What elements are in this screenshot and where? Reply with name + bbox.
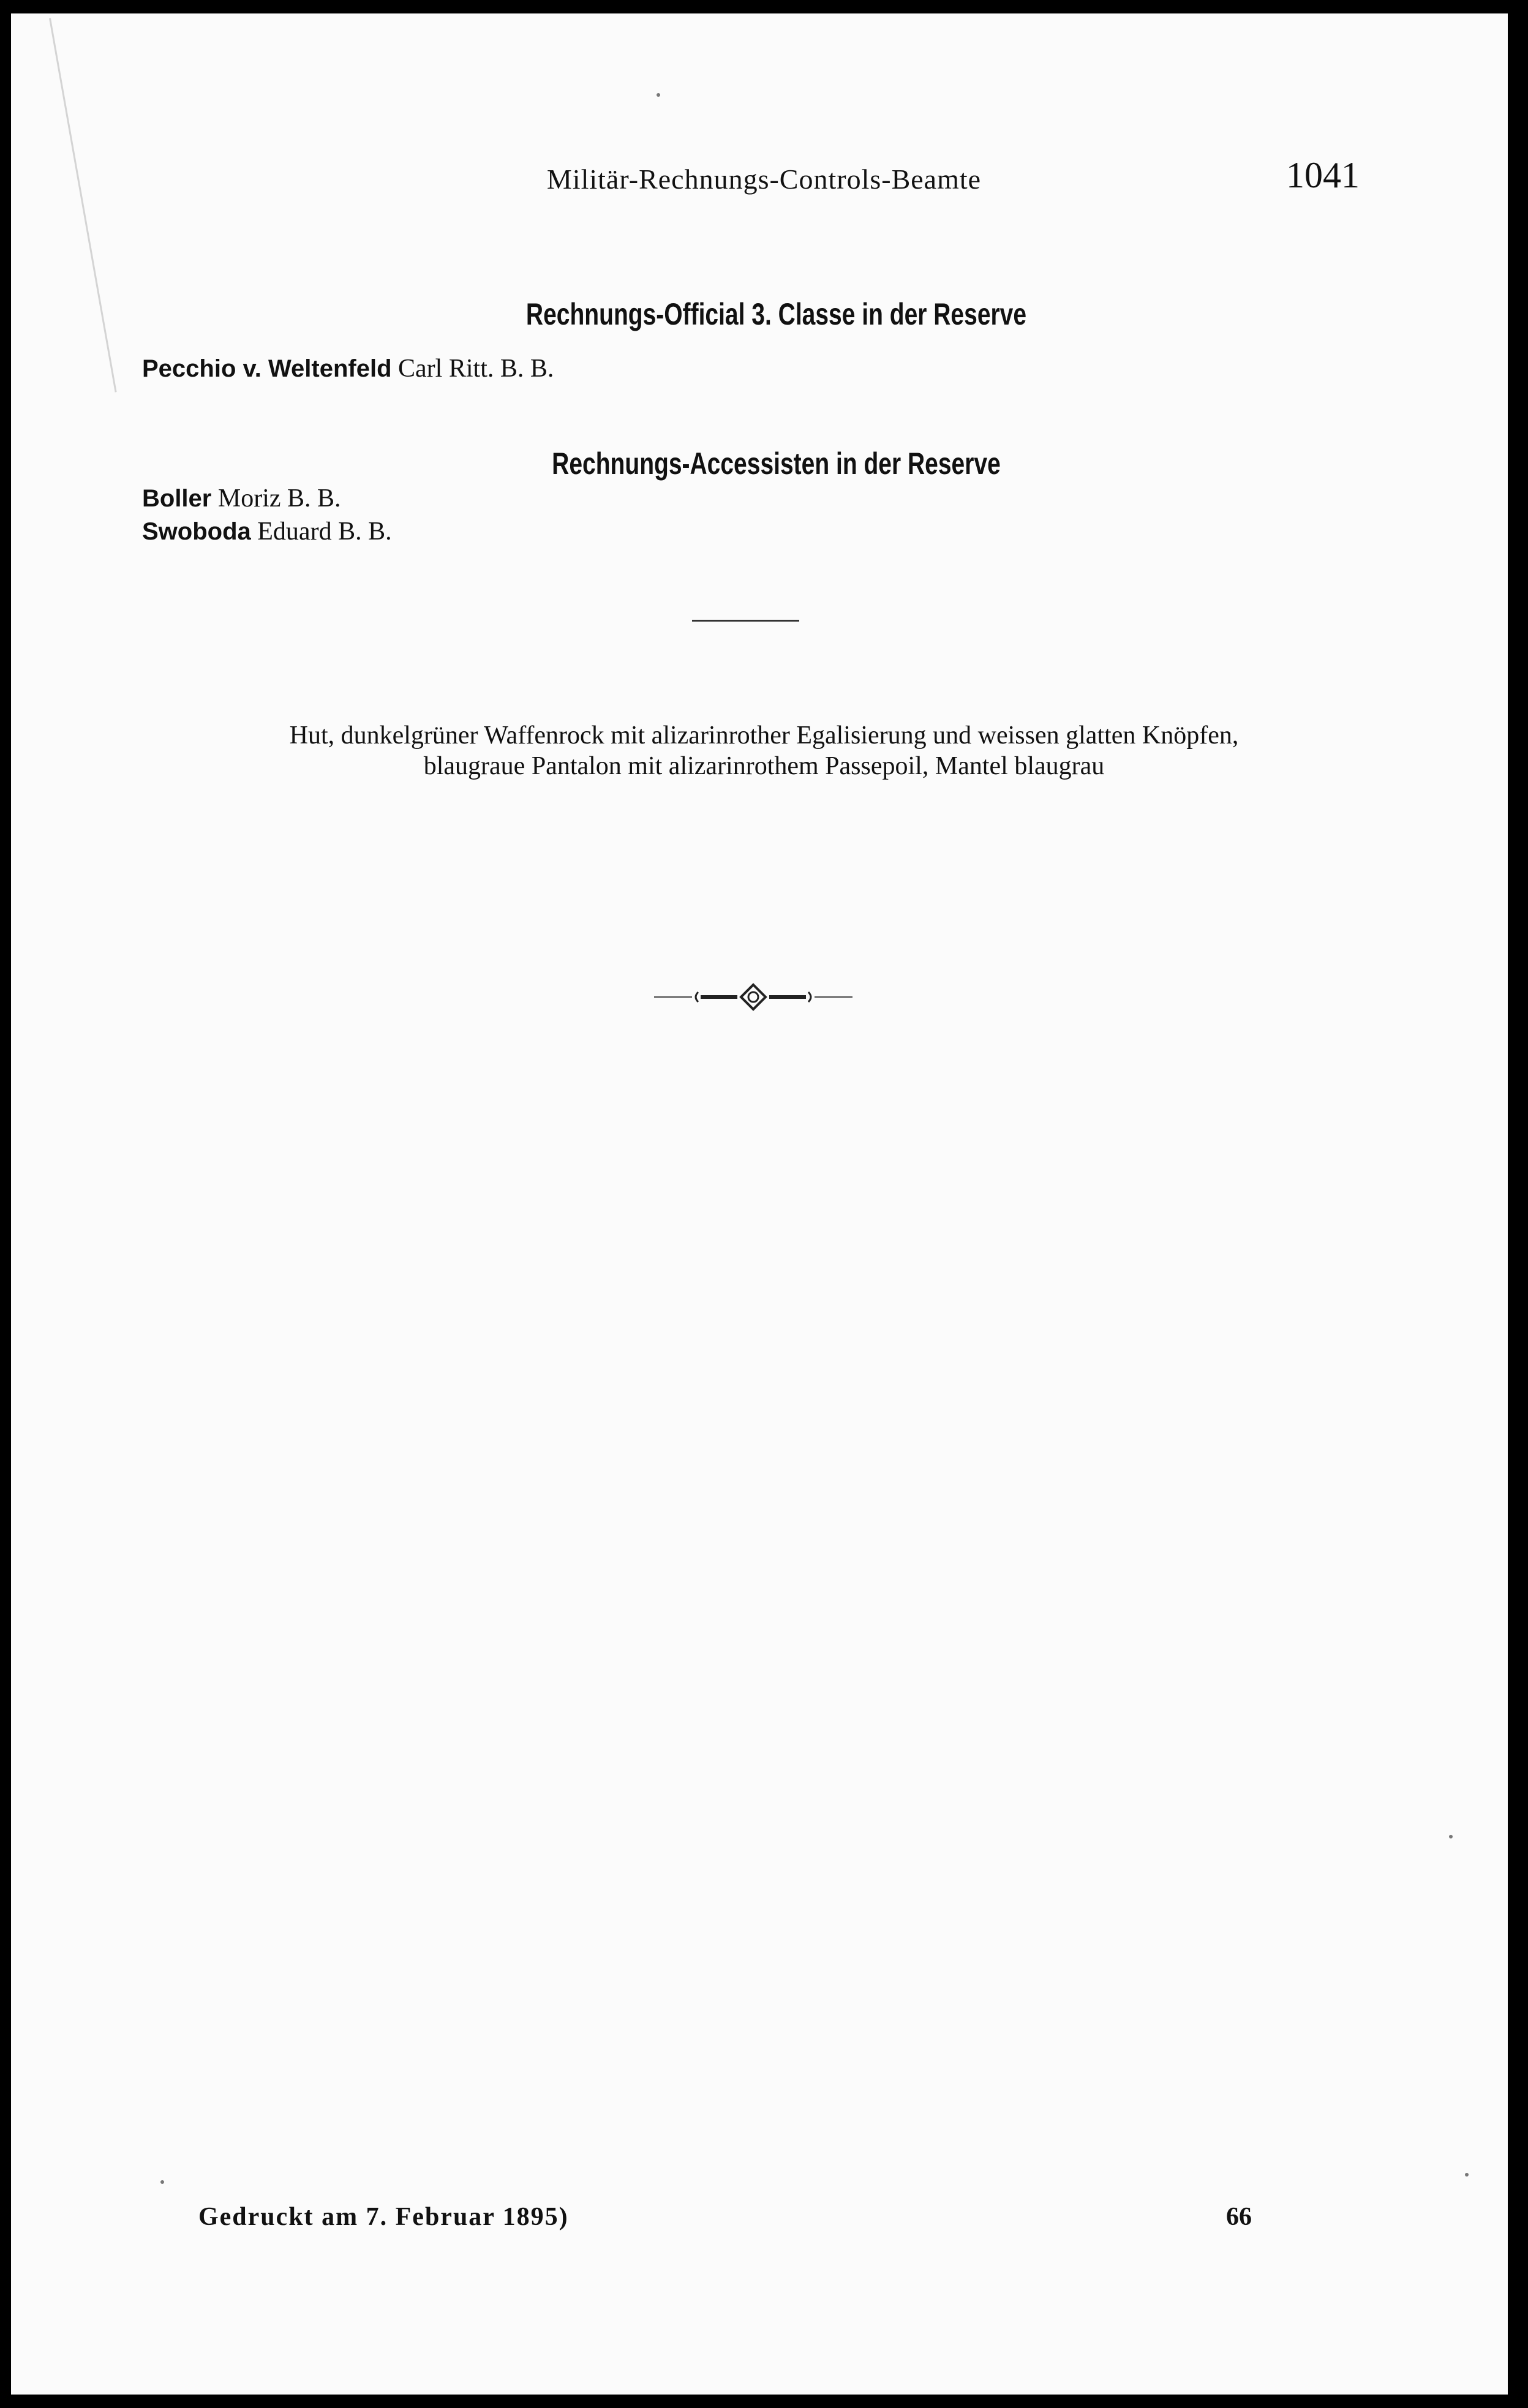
uniform-description [0, 720, 1528, 781]
scan-speck [160, 2180, 164, 2184]
uniform-line-1: Hut, dunkelgrüner Waffenrock mit alizarinrother Egalisierung und weissen glatten Knöpfen, [289, 721, 1239, 750]
entry-surname: Pecchio v. Weltenfeld [142, 355, 392, 382]
section-divider [692, 620, 799, 622]
page-number: 1041 [1286, 155, 1360, 195]
entry-rest: Moriz B. B. [217, 484, 341, 513]
section-title-accessisten: Rechnungs-Accessisten in der Reserve [552, 446, 1001, 481]
fleuron-ornament-icon [649, 979, 857, 1015]
entry-boller [142, 484, 341, 513]
scan-speck [1449, 1835, 1453, 1838]
section-title-official: Rechnungs-Official 3. Classe in der Reserve [525, 297, 1027, 331]
entry-surname: Swoboda [142, 518, 251, 545]
running-head: Militär-Rechnungs-Controls-Beamte [546, 164, 982, 195]
scan-speck [1465, 2173, 1469, 2177]
entry-rest: Eduard B. B. [257, 517, 392, 546]
entry-swoboda [142, 517, 392, 546]
entry-surname: Boller [142, 485, 212, 512]
scan-speck [657, 93, 660, 97]
printing-date: Gedruckt am 7. Februar 1895) [198, 2203, 569, 2231]
signature-mark: 66 [1226, 2203, 1252, 2231]
entry-rest: Carl Ritt. B. B. [398, 355, 554, 383]
uniform-line-2: blaugraue Pantalon mit alizarinrothem Passepoil, Mantel blaugrau [423, 752, 1105, 780]
entry-pecchio [142, 354, 554, 383]
